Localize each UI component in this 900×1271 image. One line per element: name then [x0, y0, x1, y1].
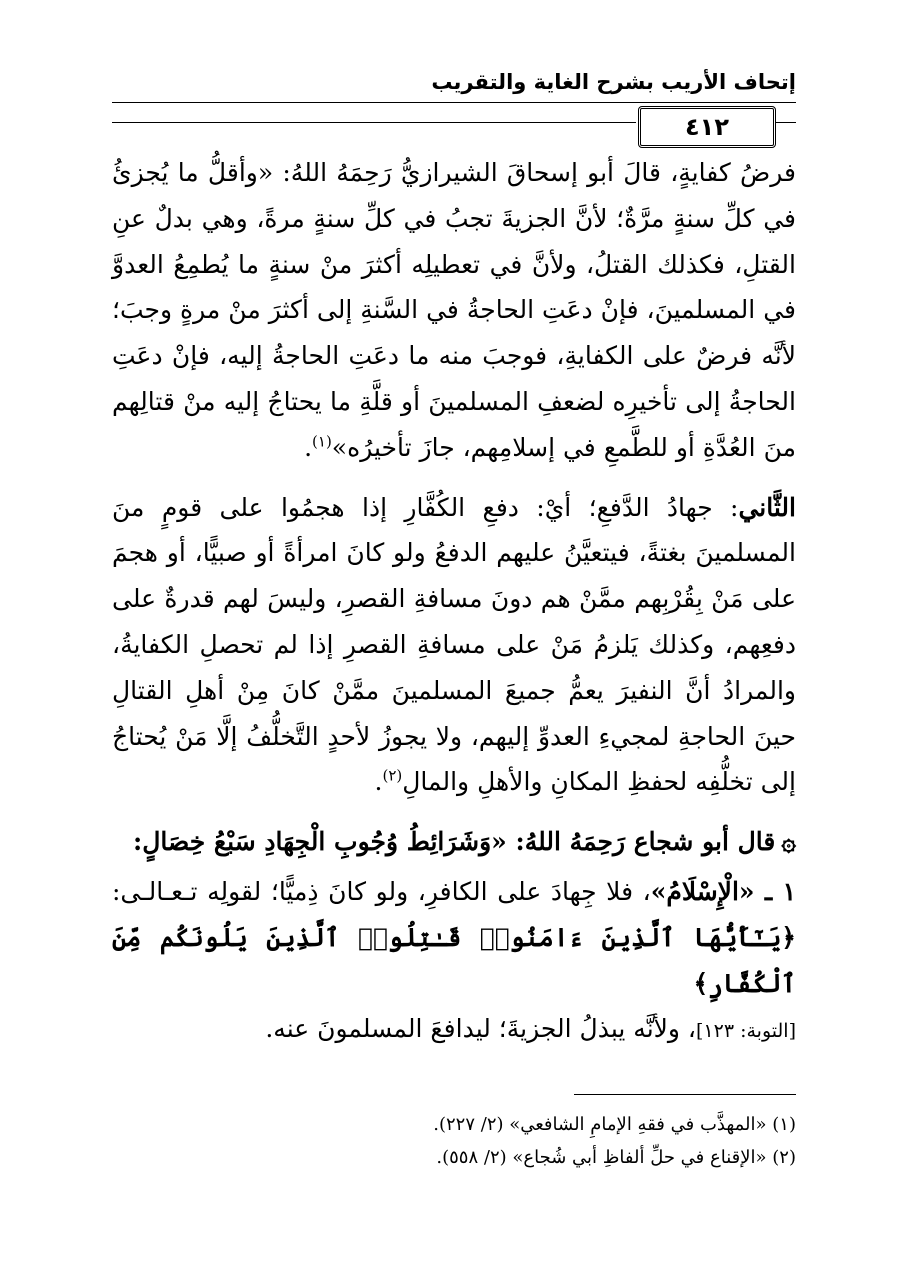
footnote-separator — [574, 1094, 796, 1095]
paragraph-1-text: فرضُ كفايةٍ، قالَ أبو إسحاقَ الشيرازيُّ رَحِمَهُ اللهُ: «وأقلُّ ما يُجزئُ في كلِّ سنةٍ مرَّةٌ؛ لأنَّ الجزيةَ تجبُ في كلِّ سنةٍ مرةً، وهي بدلٌ عنِ القتلِ، فكذلك القتلُ، ولأنَّ في تعطيلِه أكثرَ منْ سنةٍ ما يُطمِعُ العدوَّ في المسلمينَ، فإنْ دعَتِ الحاجةُ في السَّنةِ إلى أكثرَ منْ مرةٍ وجبَ؛ لأنَّه فرضٌ على الكفايةِ، فوجبَ منه ما دعَتِ الحاجةُ إليه، فإنْ دعَتِ الحاجةُ إلى تأخيرِه لضعفِ المسلمينَ أو قلَّةِ ما يحتاجُ إليه منْ قتالِهم منَ العُدَّةِ أو للطَّمعِ في إسلامِهم، جازَ تأخيرُه» — [112, 158, 796, 462]
verse-reference: [التوبة: ١٢٣] — [696, 1020, 796, 1043]
footnotes — [112, 1108, 796, 1174]
paragraph-4 — [112, 869, 796, 1055]
footnote-marker-2: (٢) — [382, 767, 403, 786]
paragraph-2-end: . — [374, 767, 383, 797]
page-header — [112, 66, 796, 141]
paragraph-2-lead: الثَّاني — [738, 492, 796, 522]
page-number: ٤١٢ — [685, 113, 729, 141]
section-heading-text: قال أبو شجاع رَحِمَهُ اللهُ: «وَشَرَائِطُ وُجُوبِ الْجِهَادِ سَبْعُ خِصَالٍ: — [133, 827, 776, 857]
paragraph-4-text-b: ، ولأنَّه يبذلُ الجزيةَ؛ ليدافعَ المسلمونَ عنه. — [265, 1014, 696, 1044]
paragraph-1-end: . — [304, 432, 313, 462]
paragraph-2 — [112, 485, 796, 806]
paragraph-2-text: : جهادُ الدَّفعِ؛ أيْ: دفعِ الكُفَّارِ إذا هجمُوا على قومٍ منَ المسلمينَ بغتةً، فيتعيَّنُ عليهم الدفعُ ولو كانَ امرأةً أو صبيًّا، أو هجمَ على مَنْ بِقُرْبِهم ممَّنْ هم دونَ مسافةِ القصرِ، وليسَ لهم قدرةٌ على دفعِهم، وكذلك يَلزمُ مَنْ على مسافةِ القصرِ إذا لم تحصلِ الكفايةُ، والمرادُ أنَّ النفيرَ يعمُّ جميعَ المسلمينَ ممَّنْ كانَ مِنْ أهلِ القتالِ حينَ الحاجةِ لمجيءِ العدوِّ إليهم، ولا يجوزُ لأحدٍ التَّخلُّفُ إلَّا مَنْ يُحتاجُ إلى تخلُّفِه لحفظِ المكانِ والأهلِ والمالِ — [112, 492, 796, 797]
header-rule-top — [112, 102, 796, 103]
header-rule-right — [776, 122, 796, 123]
ornament-icon: ۞ — [781, 827, 796, 857]
paragraph-4-text-a: ، فلا جِهادَ على الكافرِ، ولو كانَ ذِميًّا؛ لقولِه تـعـالـى: — [112, 876, 651, 906]
paragraph-1 — [112, 150, 796, 471]
header-rule-left — [112, 122, 636, 123]
running-title: إتحاف الأريب بشرح الغاية والتقريب — [431, 70, 796, 94]
page-number-frame — [638, 106, 776, 148]
footnote-2: (٢) «الإقناع في حلِّ ألفاظِ أبي شُجاع» (٢/ ٥٥٨). — [436, 1147, 796, 1168]
footnote-1: (١) «المهذَّب في فقهِ الإمامِ الشافعي» (٢/ ٢٢٧). — [433, 1114, 796, 1135]
condition-1-title: ١ ـ «الْإِسْلَامُ» — [650, 876, 796, 906]
quran-verse: ﴿يَـٰٓأَيُّهَا ٱلَّذِينَ ءَامَنُوا۟ قَـٰتِلُوا۟ ٱلَّذِينَ يَلُونَكُم مِّنَ ٱلْكُفَّارِ﴾ — [112, 922, 796, 998]
section-heading — [112, 819, 796, 865]
main-text — [112, 150, 796, 1055]
footnote-marker-1: (١) — [312, 432, 332, 451]
